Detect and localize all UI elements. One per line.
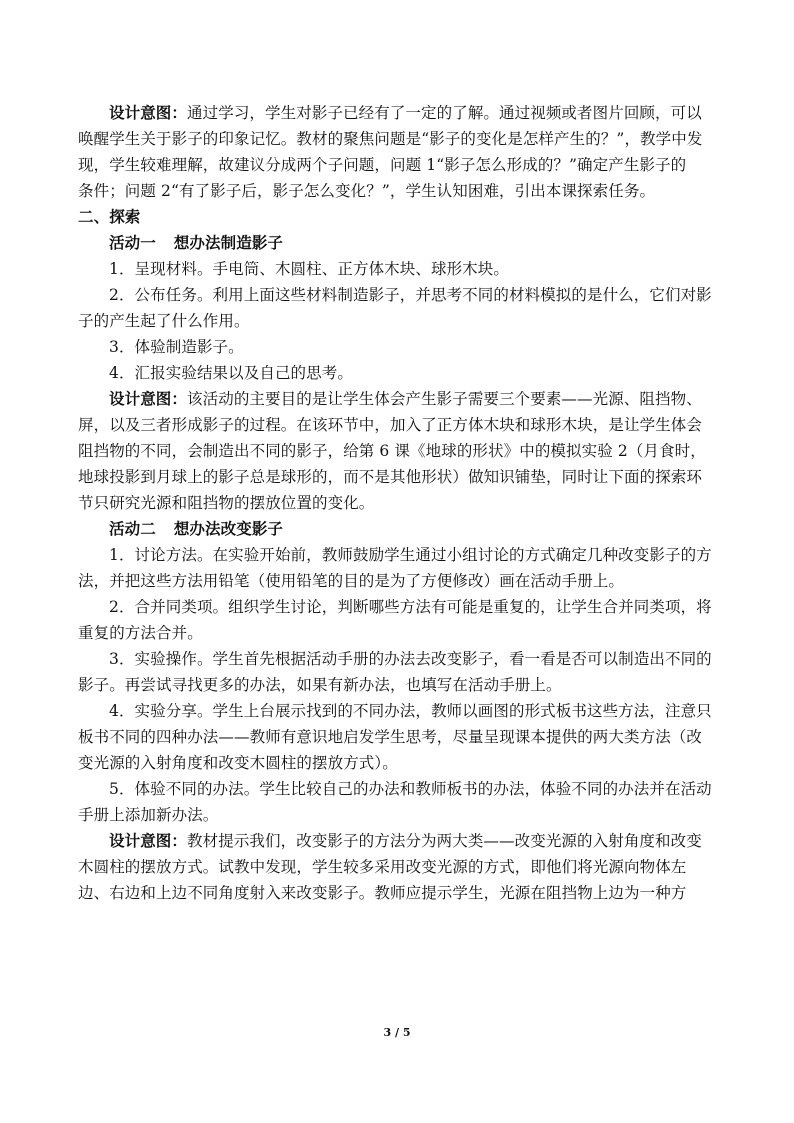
text-line: 边、右边和上边不同角度射入来改变影子。教师应提示学生，光源在阻挡物上边为一种方 [78,884,687,902]
list-item: 2．公布任务。利用上面这些材料制造影子，并思考不同的材料模拟的是什么，它们对影 [109,286,712,304]
design-intent-label: 设计意图： [109,103,188,122]
activity-number: 活动二 [109,519,156,538]
activity-heading [78,516,718,542]
paragraph-line [78,386,718,412]
list-item: 5．体验不同的办法。学生比较自己的办法和教师板书的办法，体验不同的办法并在活动 [109,780,712,798]
list-item-continued: 子的产生起了什么作用。 [78,312,250,330]
design-intent-label: 设计意图： [109,389,188,408]
page-number: 3 / 5 [383,1026,411,1039]
paragraph-line [78,828,718,854]
text-line: 唤醒学生关于影子的印象记忆。教材的聚焦问题是“影子的变化是怎样产生的？”，教学中发 [78,130,703,148]
activity-heading [78,230,718,256]
activity-title: 想办法制造影子 [173,233,284,252]
list-item: 3．体验制造影子。 [109,338,244,356]
list-item-continued: 影子。再尝试寻找更多的办法，如果有新办法，也填写在活动手册上。 [78,676,562,694]
list-item: 1．讨论方法。在实验开始前，教师鼓励学生通过小组讨论的方式确定几种改变影子的方 [109,546,712,564]
text-line: 该活动的主要目的是让学生体会产生影子需要三个要素——光源、阻挡物、 [187,390,702,408]
text-line: 木圆柱的摆放方式。试教中发现，学生较多采用改变光源的方式，即他们将光源向物体左 [78,858,687,876]
list-item-continued: 板书不同的四种办法——教师有意识地启发学生思考，尽量呈现课本提供的两大类方法（改 [78,728,703,746]
list-item: 1．呈现材料。手电筒、木圆柱、正方体木块、球形木块。 [109,260,509,278]
activity-number: 活动一 [109,233,156,252]
text-line: 通过学习，学生对影子已经有了一定的了解。通过视频或者图片回顾，可以 [187,104,702,122]
section-heading: 二、探索 [78,207,141,226]
text-line: 节只研究光源和阻挡物的摆放位置的变化。 [78,494,375,512]
list-item: 4．汇报实验结果以及自己的思考。 [109,364,353,382]
document-body [78,100,718,906]
list-item-continued: 重复的方法合并。 [78,624,203,642]
list-item-continued: 变光源的入射角度和改变木圆柱的摆放方式）。 [78,754,398,772]
text-line: 教材提示我们，改变影子的方法分为两大类——改变光源的入射角度和改变 [187,832,702,850]
text-line: 阻挡物的不同，会制造出不同的影子，给第 6 课《地球的形状》中的模拟实验 2（月食时， [78,442,706,460]
list-item-continued: 手册上添加新办法。 [78,806,219,824]
design-intent-label: 设计意图： [109,831,188,850]
text-line: 地球投影到月球上的影子总是球形的，而不是其他形状）做知识铺垫，同时让下面的探索环 [78,468,703,486]
list-item: 3．实验操作。学生首先根据活动手册的办法去改变影子，看一看是否可以制造出不同的 [109,650,712,668]
text-line: 现，学生较难理解，故建议分成两个子问题，问题 1“影子怎么形成的？”确定产生影子的 [78,156,687,174]
text-line: 条件；问题 2“有了影子后，影子怎么变化？”，学生认知困难，引出本课探索任务。 [78,182,656,200]
activity-title: 想办法改变影子 [173,519,284,538]
paragraph-line [78,100,718,126]
list-item-continued: 法，并把这些方法用铅笔（使用铅笔的目的是为了方便修改）画在活动手册上。 [78,572,625,590]
list-item: 2．合并同类项。组织学生讨论，判断哪些方法有可能是重复的，让学生合并同类项，将 [109,598,712,616]
list-item: 4．实验分享。学生上台展示找到的不同办法，教师以画图的形式板书这些方法，注意只 [109,702,712,720]
text-line: 屏，以及三者形成影子的过程。在该环节中，加入了正方体木块和球形木块，是让学生体会 [78,416,703,434]
